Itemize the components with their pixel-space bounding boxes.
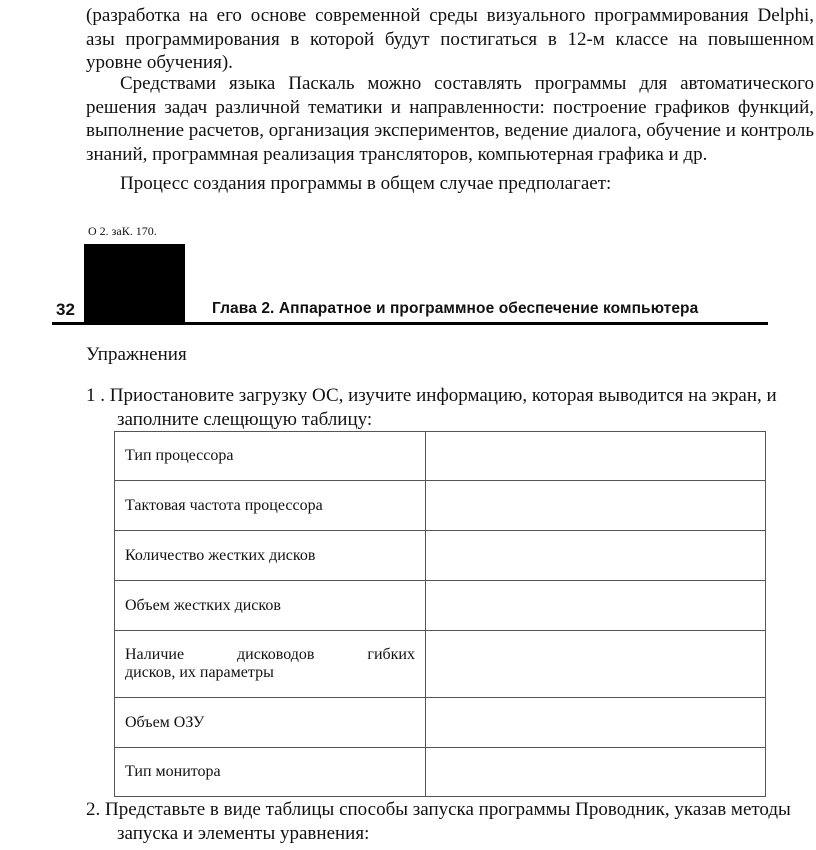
table-cell-label: Тактовая частота процессора <box>115 481 426 531</box>
chapter-title: Глава 2. Аппаратное и программное обеспечение компьютера <box>212 300 699 317</box>
program-creation-paragraph: Процесс создания программы в общем случае предполагает: <box>120 173 612 194</box>
table-cell-label-line-1: Наличие дисководов гибких <box>125 646 415 663</box>
exercise-2-line-2: запуска и элементы уравнения: <box>117 823 370 844</box>
redaction-block <box>84 244 185 324</box>
header-rule <box>52 322 768 325</box>
intro-paragraph-continuation: (разработка на его основе современной среды визуального программирования Delphi, азы программирования в которой будут постигаться в 12-м классе на повышенном уровне обучения). <box>86 5 814 73</box>
table-row <box>115 748 766 797</box>
hardware-info-table <box>114 431 766 797</box>
pascal-capabilities-paragraph: Средствами языка Паскаль можно составлять программы для автоматического решения задач различной тематики и направленности: построение графиков функций, выполнение расчетов, организация экспериментов, ведение диалога, обучение и контроль знаний, программная реализация трансляторов, компьютерная графика и др. <box>86 73 814 165</box>
print-footnote: О 2. заК. 170. <box>88 224 157 238</box>
exercise-2-line-1: 2. Представьте в виде таблицы способы запуска программы Проводник, указав методы <box>86 799 791 820</box>
table-cell-value[interactable] <box>426 748 766 797</box>
table-cell-label-line-2: дисков, их параметры <box>125 664 274 681</box>
table-row <box>115 698 766 748</box>
table-row <box>115 631 766 698</box>
table-row <box>115 481 766 531</box>
table-row <box>115 531 766 581</box>
table-cell-value[interactable] <box>426 432 766 481</box>
exercise-2 <box>86 798 816 846</box>
table-cell-value[interactable] <box>426 581 766 631</box>
exercise-1 <box>86 384 816 432</box>
table-cell-label: Тип процессора <box>115 432 426 481</box>
table-cell-label: Объем жестких дисков <box>115 581 426 631</box>
table-cell-value[interactable] <box>426 481 766 531</box>
page-number: 32 <box>56 300 75 319</box>
table-cell-label: Объем ОЗУ <box>115 698 426 748</box>
exercise-1-line-1: 1 . Приостановите загрузку ОС, изучите информацию, которая выводится на экран, и <box>86 385 777 406</box>
table-row <box>115 581 766 631</box>
table-cell-value[interactable] <box>426 531 766 581</box>
section-heading: Упражнения <box>86 344 187 365</box>
table-cell-value[interactable] <box>426 631 766 698</box>
exercise-1-line-2: заполните слещющую таблицу: <box>117 409 373 430</box>
table-cell-label <box>115 631 426 698</box>
table-cell-label: Тип монитора <box>115 748 426 797</box>
table-cell-value[interactable] <box>426 698 766 748</box>
table-row <box>115 432 766 481</box>
table-cell-label: Количество жестких дисков <box>115 531 426 581</box>
